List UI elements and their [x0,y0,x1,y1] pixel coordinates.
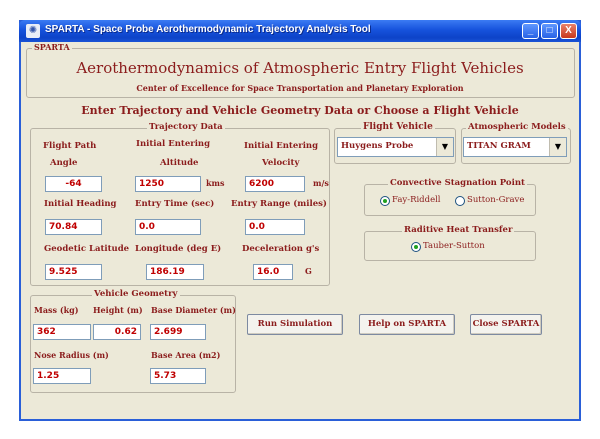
chevron-down-icon[interactable]: ▼ [549,138,566,156]
header-group-label: SPARTA [34,42,70,52]
entry-velocity-input[interactable]: 6200 [245,176,305,192]
radiative-group-label: Raditive Heat Transfer [404,225,513,235]
altitude-label-2: Altitude [160,158,199,168]
base-area-label: Base Area (m2) [151,350,221,360]
tauber-sutton-radio[interactable] [411,242,421,252]
longitude-input[interactable]: 186.19 [146,264,204,280]
sutton-grave-radio[interactable] [455,196,465,206]
vehicle-geometry-group-label: Vehicle Geometry [94,289,178,299]
atmospheric-models-group-label: Atmospheric Models [468,122,566,132]
window-title: SPARTA - Space Probe Aerothermodynamic Trajectory Analysis Tool [45,24,371,35]
velocity-label-2: Velocity [262,158,300,168]
height-input[interactable]: 0.62 [93,324,141,340]
convective-group-label: Convective Stagnation Point [390,178,525,188]
base-area-input[interactable]: 5.73 [150,368,206,384]
page-title: Aerothermodynamics of Atmospheric Entry Flight Vehicles [76,59,524,77]
base-diameter-input[interactable]: 2.699 [150,324,206,340]
initial-heading-input[interactable]: 70.84 [45,219,102,235]
velocity-label: Initial Entering [244,141,319,151]
flight-vehicle-group-label: Flight Vehicle [363,122,433,132]
flight-vehicle-value: Huygens Probe [341,141,414,151]
nose-radius-label: Nose Radius (m) [34,350,109,360]
atmospheric-model-select[interactable] [463,137,567,157]
latitude-label: Geodetic Latitude [44,244,130,254]
velocity-unit: m/s [313,178,329,188]
height-label: Height (m) [93,305,143,315]
nose-radius-input[interactable]: 1.25 [33,368,91,384]
latitude-input[interactable]: 9.525 [45,264,102,280]
entry-time-label: Entry Time (sec) [135,199,215,209]
entry-range-label: Entry Range (miles) [231,199,327,209]
longitude-label: Longitude (deg E) [135,244,222,254]
sutton-grave-label[interactable]: Sutton-Grave [467,195,525,205]
help-button[interactable]: Help on SPARTA [359,314,455,335]
entry-altitude-input[interactable]: 1250 [135,176,201,192]
base-diameter-label: Base Diameter (m) [151,305,236,315]
chevron-down-icon[interactable]: ▼ [436,138,453,156]
minimize-button[interactable]: _ [522,23,539,39]
close-sparta-button[interactable]: Close SPARTA [470,314,542,335]
app-icon[interactable]: ✺ [26,24,40,38]
instruction-text: Enter Trajectory and Vehicle Geometry Data or Choose a Flight Vehicle [81,104,519,117]
title-bar[interactable] [19,20,581,42]
deceleration-unit: G [305,266,312,276]
entry-time-input[interactable]: 0.0 [135,219,201,235]
initial-heading-label: Initial Heading [44,199,117,209]
tauber-sutton-label[interactable]: Tauber-Sutton [423,241,485,251]
flight-path-angle-input[interactable]: -64 [45,176,102,192]
mass-label: Mass (kg) [34,305,79,315]
altitude-label: Initial Entering [136,139,211,149]
entry-range-input[interactable]: 0.0 [245,219,305,235]
fay-riddell-label[interactable]: Fay-Riddell [392,195,441,205]
flight-vehicle-select[interactable] [337,137,454,157]
deceleration-input[interactable]: 16.0 [253,264,293,280]
flight-path-label: Flight Path [43,141,97,151]
flight-path-label-2: Angle [50,158,78,168]
atmospheric-model-value: TITAN GRAM [467,141,531,151]
page-subtitle: Center of Excellence for Space Transportation and Planetary Exploration [136,83,464,93]
trajectory-group-label: Trajectory Data [149,122,223,132]
run-simulation-button[interactable]: Run Simulation [247,314,343,335]
maximize-button[interactable]: □ [541,23,558,39]
altitude-unit: kms [206,178,225,188]
close-window-button[interactable]: X [560,23,577,39]
mass-input[interactable]: 362 [33,324,91,340]
deceleration-label: Deceleration g's [242,244,320,254]
fay-riddell-radio[interactable] [380,196,390,206]
